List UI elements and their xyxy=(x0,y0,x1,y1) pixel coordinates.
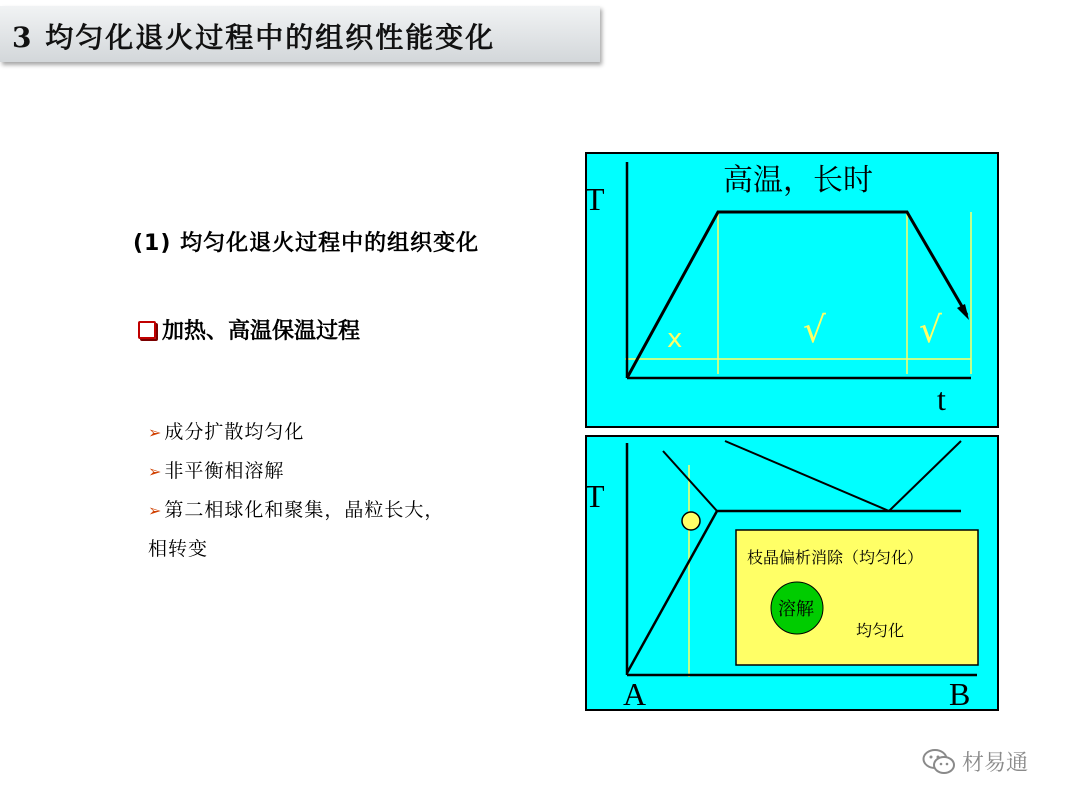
sub-item-label: 加热、高温保温过程 xyxy=(162,319,361,344)
mark-label: √ xyxy=(919,310,942,351)
mark-label: √ xyxy=(803,310,826,351)
bullet-list xyxy=(148,418,568,573)
wechat-icon xyxy=(922,748,956,776)
box-note: 均匀化 xyxy=(856,621,905,640)
slide-title: 3 均匀化退火过程中的组织性能变化 xyxy=(12,21,496,54)
bullet-text: 非平衡相溶解 xyxy=(164,460,285,482)
sub-item xyxy=(138,314,360,345)
bullet-continuation: 相转变 xyxy=(148,538,209,560)
x-left-label: A xyxy=(623,676,647,711)
list-item xyxy=(148,496,568,563)
bullet-text: 成分扩散均匀化 xyxy=(164,421,305,443)
y-axis-label: T xyxy=(585,181,605,217)
annealing-curve-diagram xyxy=(585,152,999,428)
mark-label: x xyxy=(667,324,683,354)
x-right-label: B xyxy=(949,676,971,711)
arrow-bullet-icon: ➢ xyxy=(148,423,163,442)
arrow-bullet-icon: ➢ xyxy=(148,462,163,481)
list-item xyxy=(148,418,568,447)
list-item xyxy=(148,457,568,486)
watermark xyxy=(922,746,1028,777)
y-axis-label: T xyxy=(585,478,605,514)
composition-point xyxy=(682,512,700,530)
circle-label: 溶解 xyxy=(778,599,814,620)
section-heading: (1) 均匀化退火过程中的组织变化 xyxy=(133,231,480,256)
x-axis-label: t xyxy=(937,381,946,417)
title-bar xyxy=(0,6,600,62)
bullet-text: 第二相球化和聚集，晶粒长大， xyxy=(164,499,445,521)
checkbox-bullet-icon xyxy=(138,321,156,339)
watermark-text: 材易通 xyxy=(962,751,1029,776)
annotation-label: 高温，长时 xyxy=(723,163,873,198)
phase-diagram xyxy=(585,435,999,711)
arrow-bullet-icon: ➢ xyxy=(148,501,163,520)
box-title: 枝晶偏析消除（均匀化） xyxy=(747,548,924,567)
